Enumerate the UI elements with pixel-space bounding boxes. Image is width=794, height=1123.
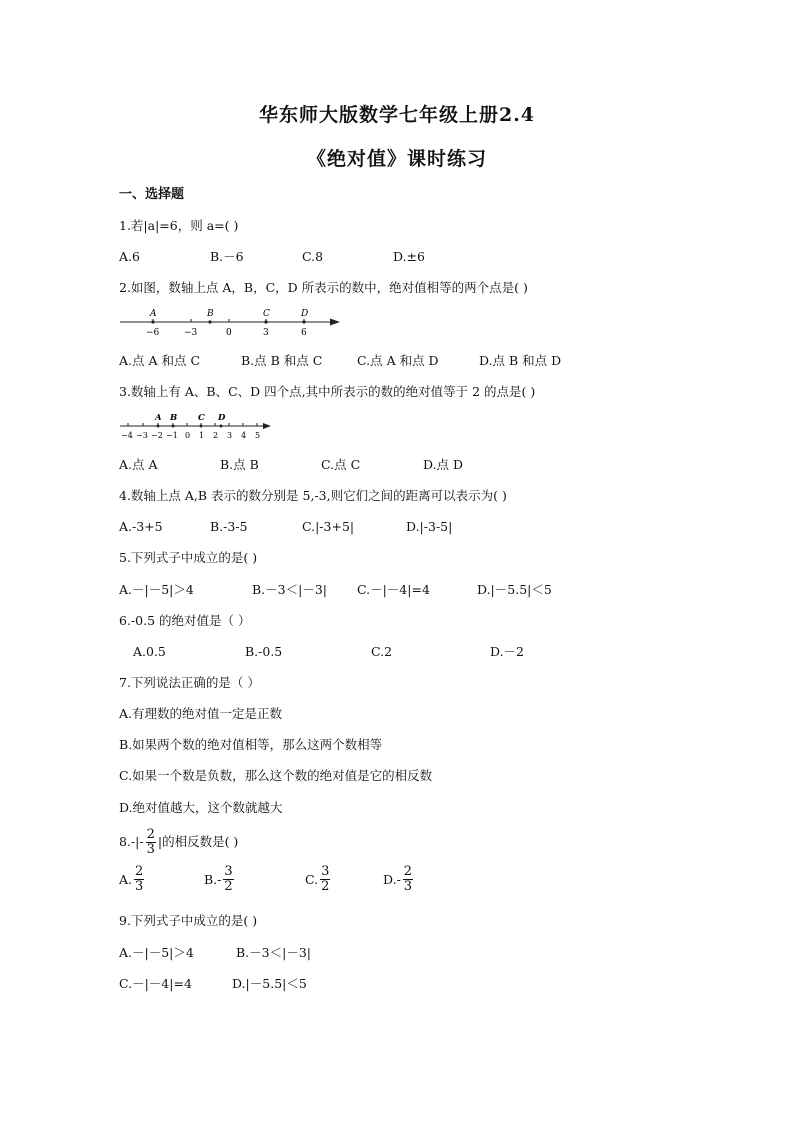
point-label-a: A bbox=[155, 413, 162, 423]
fraction-denominator: 3 bbox=[403, 879, 413, 894]
question-5-stem: 5.下列式子中成立的是( ) bbox=[119, 550, 258, 565]
tick-label: 6 bbox=[301, 328, 307, 338]
fraction-numerator: 2 bbox=[146, 827, 155, 842]
fraction bbox=[320, 865, 330, 894]
tick-label: 2 bbox=[213, 431, 219, 440]
tick-label: 3 bbox=[263, 328, 269, 338]
fraction-numerator: 3 bbox=[321, 864, 330, 879]
question-5-option-a: A.－|－5|＞4 bbox=[119, 582, 194, 597]
fraction-numerator: 3 bbox=[224, 864, 233, 879]
section-heading: 一、选择题 bbox=[119, 187, 185, 202]
tick-label: −4 bbox=[121, 431, 133, 440]
question-9-option-d: D.|－5.5|＜5 bbox=[232, 976, 307, 991]
question-8-option-b bbox=[204, 865, 236, 894]
tick-label: 3 bbox=[227, 431, 233, 440]
number-line-arrow bbox=[330, 319, 340, 326]
point-a bbox=[157, 425, 160, 428]
number-line-figure-1 bbox=[118, 306, 342, 340]
tick-label: −2 bbox=[151, 431, 163, 440]
tick-label: 5 bbox=[255, 431, 261, 440]
tick-label: −1 bbox=[166, 431, 178, 440]
point-d bbox=[220, 425, 223, 428]
point-label-d: D bbox=[301, 309, 309, 319]
point-c bbox=[264, 320, 267, 323]
tick-label: 0 bbox=[185, 431, 191, 440]
page-title: 华东师大版数学七年级上册2.4 bbox=[258, 104, 536, 126]
question-7-option-a: A.有理数的绝对值一定是正数 bbox=[119, 706, 283, 721]
question-7-option-d: D.绝对值越大，这个数就越大 bbox=[119, 800, 283, 815]
fraction bbox=[146, 828, 156, 857]
question-2-option-c: C.点 A 和点 D bbox=[357, 353, 439, 368]
page-subtitle: 《绝对值》课时练习 bbox=[306, 148, 487, 170]
fraction-denominator: 2 bbox=[224, 879, 233, 894]
question-7-option-b: B.如果两个数的绝对值相等，那么这两个数相等 bbox=[119, 737, 383, 752]
question-4-option-c: C.|-3+5| bbox=[302, 519, 355, 534]
question-1-option-a: A.6 bbox=[119, 249, 140, 264]
fraction-numerator: 2 bbox=[135, 864, 144, 879]
question-8-stem-suffix: |的相反数是( ) bbox=[157, 834, 239, 849]
option-label: C. bbox=[305, 872, 319, 887]
question-7-option-c: C.如果一个数是负数，那么这个数的绝对值是它的相反数 bbox=[119, 768, 433, 783]
question-6-option-d: D.－2 bbox=[490, 644, 525, 659]
question-1-option-d: D.±6 bbox=[393, 249, 425, 264]
question-9-stem: 9.下列式子中成立的是( ) bbox=[119, 913, 258, 928]
point-d bbox=[302, 320, 305, 323]
question-8-stem bbox=[119, 827, 238, 857]
fraction-denominator: 3 bbox=[135, 879, 144, 894]
question-3-option-b: B.点 B bbox=[220, 457, 259, 472]
fraction bbox=[134, 865, 144, 894]
option-sign: - bbox=[396, 872, 401, 887]
fraction bbox=[223, 865, 233, 894]
question-1-option-c: C.8 bbox=[302, 249, 324, 264]
question-6-option-c: C.2 bbox=[371, 644, 393, 659]
tick-label: 0 bbox=[226, 328, 232, 338]
number-line-arrow bbox=[263, 423, 271, 429]
point-a bbox=[151, 320, 154, 323]
point-b bbox=[172, 425, 175, 428]
point-b bbox=[208, 320, 211, 323]
point-label-a: A bbox=[150, 309, 157, 319]
question-3-option-a: A.点 A bbox=[119, 457, 158, 472]
point-c bbox=[200, 425, 203, 428]
question-8-option-d bbox=[383, 865, 415, 894]
question-1-stem: 1.若|a|=6，则 a=( ) bbox=[119, 218, 239, 233]
tick-label: 4 bbox=[241, 431, 247, 440]
question-2-stem: 2.如图，数轴上点 A，B，C，D 所表示的数中，绝对值相等的两个点是( ) bbox=[119, 280, 528, 295]
question-4-stem: 4.数轴上点 A,B 表示的数分别是 5,-3,则它们之间的距离可以表示为( ) bbox=[119, 488, 507, 503]
question-2-option-b: B.点 B 和点 C bbox=[241, 353, 323, 368]
question-9-option-b: B.－3＜|－3| bbox=[236, 945, 311, 960]
question-8-stem-prefix: 8.-|- bbox=[119, 834, 144, 849]
question-5-option-c: C.－|－4|=4 bbox=[357, 582, 430, 597]
question-3-option-c: C.点 C bbox=[321, 457, 361, 472]
question-6-option-b: B.-0.5 bbox=[245, 644, 283, 659]
question-8-option-c bbox=[305, 865, 332, 894]
question-5-option-d: D.|－5.5|＜5 bbox=[477, 582, 552, 597]
fraction-numerator: 2 bbox=[403, 864, 413, 879]
fraction-denominator: 2 bbox=[321, 879, 330, 894]
point-label-b: B bbox=[207, 309, 214, 319]
tick-label: −3 bbox=[184, 328, 198, 338]
point-label-d: D bbox=[218, 413, 226, 423]
question-2-option-a: A.点 A 和点 C bbox=[119, 353, 201, 368]
point-label-c: C bbox=[263, 309, 270, 319]
question-3-stem: 3.数轴上有 A、B、C、D 四个点,其中所表示的数的绝对值等于 2 的点是( ) bbox=[119, 384, 536, 399]
question-4-option-b: B.-3-5 bbox=[210, 519, 248, 534]
question-8-option-a bbox=[119, 865, 146, 894]
question-9-option-a: A.－|－5|＞4 bbox=[119, 945, 194, 960]
question-6-option-a: A.0.5 bbox=[133, 644, 166, 659]
question-9-option-c: C.－|－4|=4 bbox=[119, 976, 192, 991]
question-7-stem: 7.下列说法正确的是（ ） bbox=[119, 675, 260, 690]
fraction bbox=[403, 865, 413, 894]
tick-label: 1 bbox=[199, 431, 205, 440]
tick-label: −6 bbox=[146, 328, 160, 338]
question-4-option-a: A.-3+5 bbox=[119, 519, 163, 534]
point-label-c: C bbox=[198, 413, 205, 423]
question-5-option-b: B.－3＜|－3| bbox=[252, 582, 327, 597]
question-4-option-d: D.|-3-5| bbox=[406, 519, 453, 534]
option-label: B. bbox=[204, 872, 218, 887]
question-1-option-b: B.－6 bbox=[210, 249, 244, 264]
tick-label: −3 bbox=[136, 431, 148, 440]
option-label: A. bbox=[119, 872, 133, 887]
option-label: D. bbox=[383, 872, 397, 887]
point-label-b: B bbox=[170, 413, 178, 423]
question-2-option-d: D.点 B 和点 D bbox=[479, 353, 562, 368]
question-3-option-d: D.点 D bbox=[423, 457, 464, 472]
question-6-stem: 6.-0.5 的绝对值是（ ） bbox=[119, 613, 251, 628]
option-sign: - bbox=[217, 872, 222, 887]
fraction-denominator: 3 bbox=[146, 842, 155, 857]
number-line-figure-2 bbox=[118, 410, 272, 442]
tick-labels bbox=[121, 431, 260, 440]
